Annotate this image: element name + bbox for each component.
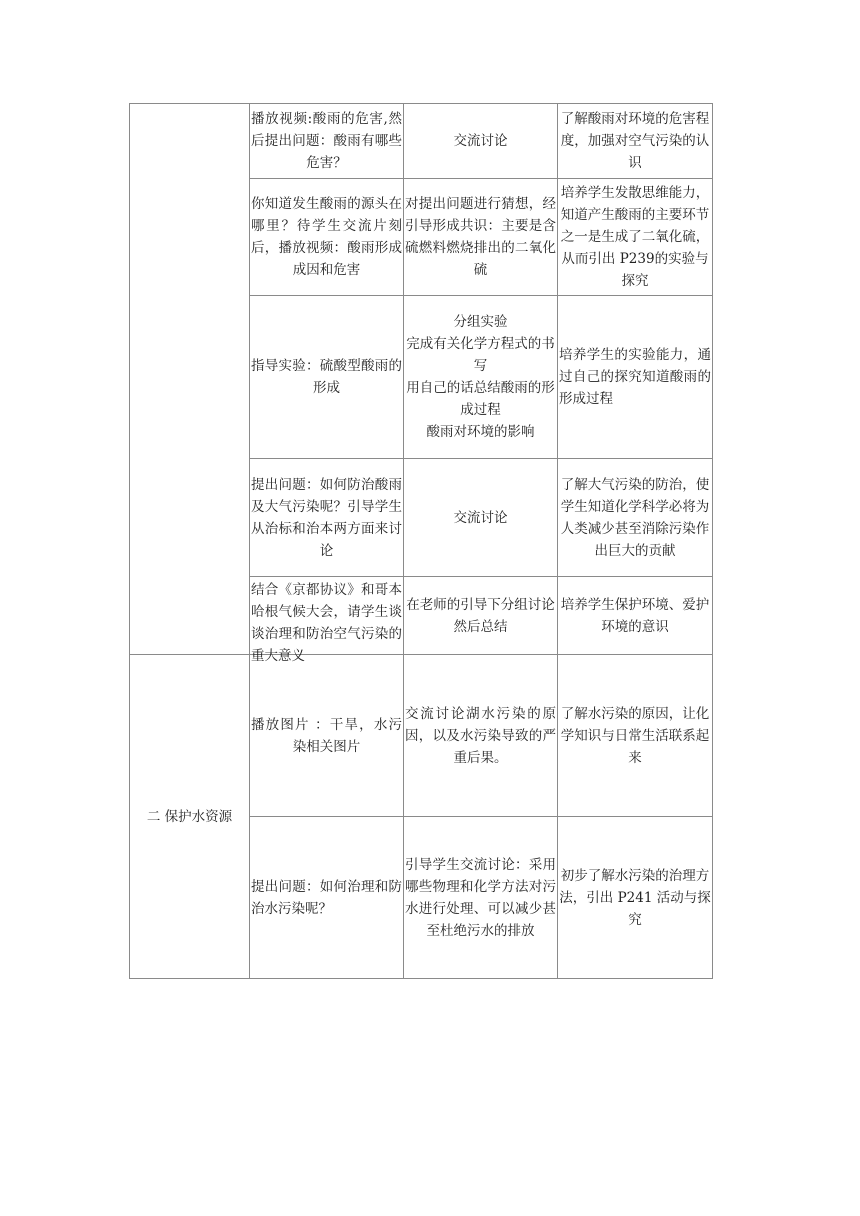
design-intent-text: 了解酸雨对环境的危害程度，加强对空气污染的认识 bbox=[560, 111, 710, 171]
student-activity-line: 分组实验 bbox=[453, 314, 508, 330]
teacher-activity-cell bbox=[250, 655, 404, 817]
teacher-activity-cell bbox=[250, 104, 404, 179]
teacher-activity-cell bbox=[250, 459, 404, 577]
teacher-activity-cell bbox=[250, 577, 404, 664]
lesson-plan-table bbox=[129, 103, 713, 979]
teacher-activity-cell bbox=[250, 817, 404, 979]
design-intent-cell bbox=[558, 104, 713, 179]
design-intent-cell bbox=[558, 577, 713, 655]
teacher-activity-text: 指导实验：硫酸型酸雨的形成 bbox=[251, 358, 402, 396]
teacher-activity-text: 播放视频:酸雨的危害,然后提出问题：酸雨有哪些危害？ bbox=[251, 111, 402, 171]
student-activity-cell bbox=[404, 459, 558, 577]
section-cell-protect-water bbox=[130, 655, 250, 979]
student-activity-line: 用自己的话总结酸雨的形成过程 bbox=[406, 380, 555, 418]
section-label: 二 保护水资源 bbox=[146, 808, 233, 825]
design-intent-text: 了解水污染的原因，让化学知识与日常生活联系起来 bbox=[560, 705, 710, 766]
design-intent-text: 培养学生发散思维能力，知道产生酸雨的主要环节之一是生成了二氧化硫，从而引出 P239的实验与探究 bbox=[560, 185, 710, 289]
student-activity-cell bbox=[404, 655, 558, 817]
student-activity-text: 交流讨论 bbox=[453, 509, 508, 526]
student-activity-text: 交流讨论湖水污染的原因，以及水污染导致的严重后果。 bbox=[405, 705, 556, 766]
design-intent-cell bbox=[558, 459, 713, 577]
student-activity-cell bbox=[404, 817, 558, 979]
student-activity-text: 交流讨论 bbox=[453, 133, 508, 149]
student-activity-cell bbox=[404, 296, 558, 459]
student-activity-cell bbox=[404, 577, 558, 655]
table-row bbox=[130, 655, 713, 817]
student-activity-text: 在老师的引导下分组讨论然后总结 bbox=[406, 596, 555, 635]
student-activity-text: 对提出问题进行猜想，经引导形成共识：主要是含硫燃料燃烧排出的二氧化硫 bbox=[405, 196, 556, 278]
design-intent-cell bbox=[558, 296, 713, 459]
design-intent-text: 初步了解水污染的治理方法，引出 P241 活动与探究 bbox=[559, 867, 711, 928]
teacher-activity-text: 提出问题：如何治理和防治水污染呢？ bbox=[251, 878, 402, 917]
design-intent-text: 了解大气污染的防治，使学生知道化学科学必将为人类减少甚至消除污染作出巨大的贡献 bbox=[560, 476, 710, 559]
design-intent-text: 培养学生保护环境、爱护环境的意识 bbox=[560, 596, 710, 635]
design-intent-cell bbox=[558, 817, 713, 979]
section-cell-acid-rain bbox=[130, 104, 250, 655]
table-row bbox=[130, 104, 713, 179]
teacher-activity-text: 你知道发生酸雨的源头在哪里？待学生交流片刻后，播放视频：酸雨形成成因和危害 bbox=[251, 196, 402, 278]
teacher-activity-cell bbox=[250, 296, 404, 459]
student-activity-text: 引导学生交流讨论：采用哪些物理和化学方法对污水进行处理、可以减少甚至杜绝污水的排放 bbox=[405, 856, 556, 939]
student-activity-line: 酸雨对环境的影响 bbox=[426, 424, 535, 440]
teacher-activity-cell bbox=[250, 179, 404, 296]
student-activity-cell bbox=[404, 104, 558, 179]
student-activity-cell bbox=[404, 179, 558, 296]
design-intent-cell bbox=[558, 179, 713, 296]
teacher-activity-text: 播放图片 ：干旱，水污染相关图片 bbox=[251, 716, 402, 755]
teacher-activity-text: 提出问题：如何防治酸雨及大气污染呢？引导学生从治标和治本两方面来讨论 bbox=[251, 476, 402, 559]
teacher-activity-text: 结合《京都协议》和哥本哈根气候大会，请学生谈谈治理和防治空气污染的重大意义 bbox=[251, 582, 402, 664]
student-activity-line: 完成有关化学方程式的书写 bbox=[406, 336, 555, 374]
design-intent-text: 培养学生的实验能力，通过自己的探究知道酸雨的形成过程 bbox=[559, 347, 711, 407]
design-intent-cell bbox=[558, 655, 713, 817]
